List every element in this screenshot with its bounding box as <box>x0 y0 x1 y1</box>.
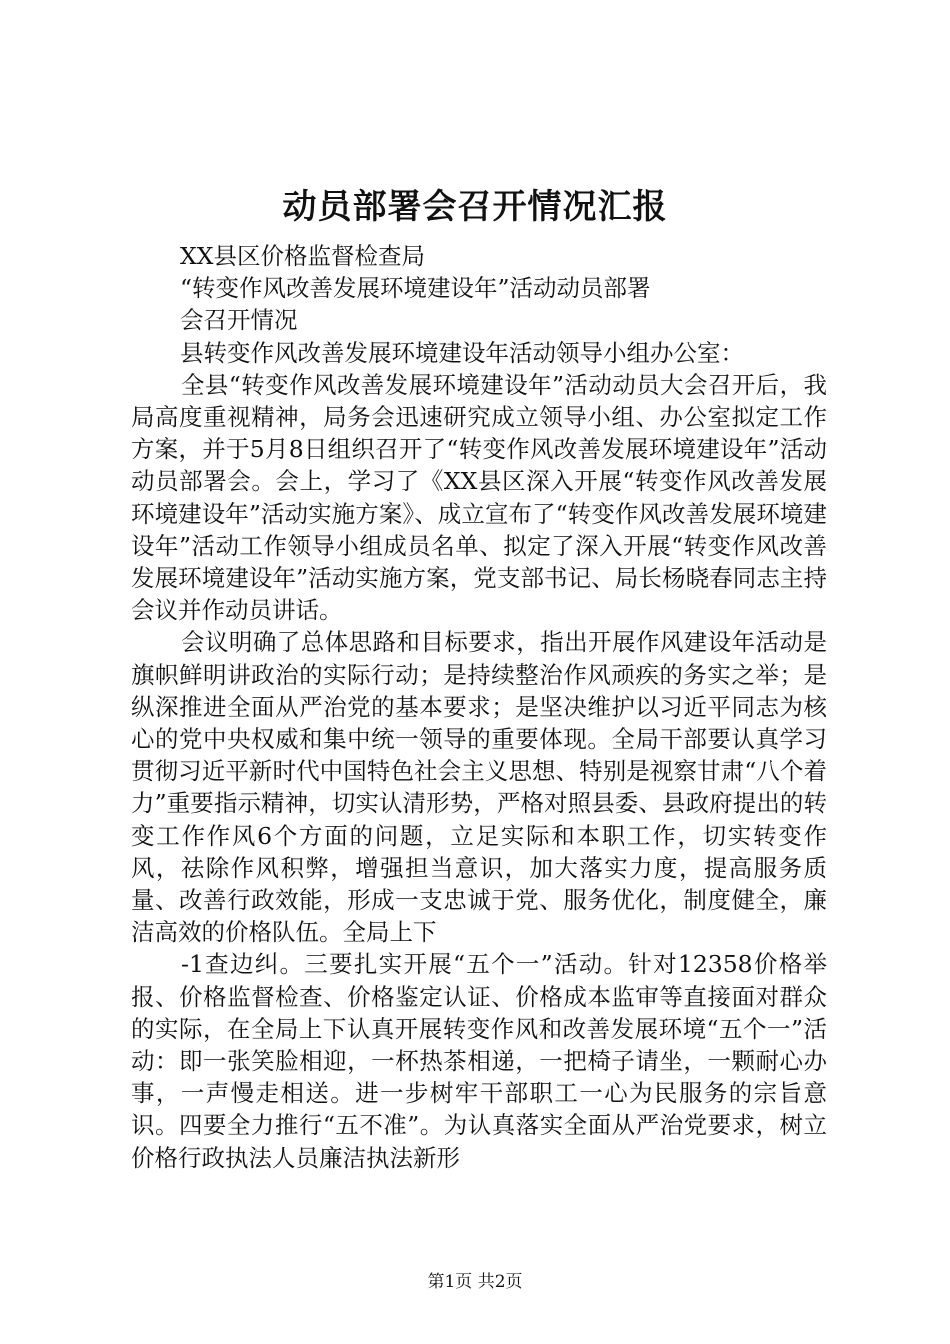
paragraph-2: 会议明确了总体思路和目标要求，指出开展作风建设年活动是旗帜鲜明讲政治的实际行动；是持续整治作风顽疾的务实之举；是纵深推进全面从严治党的基本要求；是坚决维护以习近平同志为核心的党中央权威和集中统一领导的重要体现。全局干部要认真学习贯彻习近平新时代中国特色社会主义思想、特别是视察甘肃“八个着力”重要指示精神，切实认清形势，严格对照县委、县政府提出的转变工作作风6个方面的问题，立足实际和本职工作，切实转变作风，祛除作风积弊，增强担当意识，加大落实力度，提高服务质量、改善行政效能，形成一支忠诚于党、服务优化，制度健全，廉洁高效的价格队伍。全局上下 <box>131 628 827 947</box>
subject-line-2: 会召开情况 <box>180 306 298 335</box>
document-title: 动员部署会召开情况汇报 <box>282 187 668 227</box>
org-line: XX县区价格监督检查局 <box>180 242 425 270</box>
paragraph-1: 全县“转变作风改善发展环境建设年”活动动员大会召开后，我局高度重视精神，局务会迅速研究成立领导小组、办公室拟定工作方案，并于5月8日组织召开了“转变作风改善发展环境建设年”活动动员部署会。会上，学习了《XX县区深入开展“转变作风改善发展环境建设年”活动实施方案》、成立宣布了“转变作风改善发展环境建设年”活动工作领导小组成员名单、拟定了深入开展“转变作风改善发展环境建设年”活动实施方案，党支部书记、局长杨晓春同志主持会议并作动员讲话。 <box>131 370 827 625</box>
page-footer: 第1页 共2页 <box>427 1272 523 1292</box>
document-body <box>131 240 827 1174</box>
addressee-line: 县转变作风改善发展环境建设年活动领导小组办公室： <box>180 338 744 367</box>
subject-line-1: “转变作风改善发展环境建设年”活动动员部署 <box>180 274 651 303</box>
paragraph-3: -1查边纠。三要扎实开展“五个一”活动。针对12358价格举报、价格监督检查、价格鉴定认证、价格成本监审等直接面对群众的实际，在全局上下认真开展转变作风和改善发展环境“五个一”活动：即一张笑脸相迎，一杯热茶相递，一把椅子请坐，一颗耐心办事，一声慢走相送。进一步树牢干部职工一心为民服务的宗旨意识。四要全力推行“五不准”。为认真落实全面从严治党要求，树立价格行政执法人员廉洁执法新形 <box>131 950 827 1172</box>
